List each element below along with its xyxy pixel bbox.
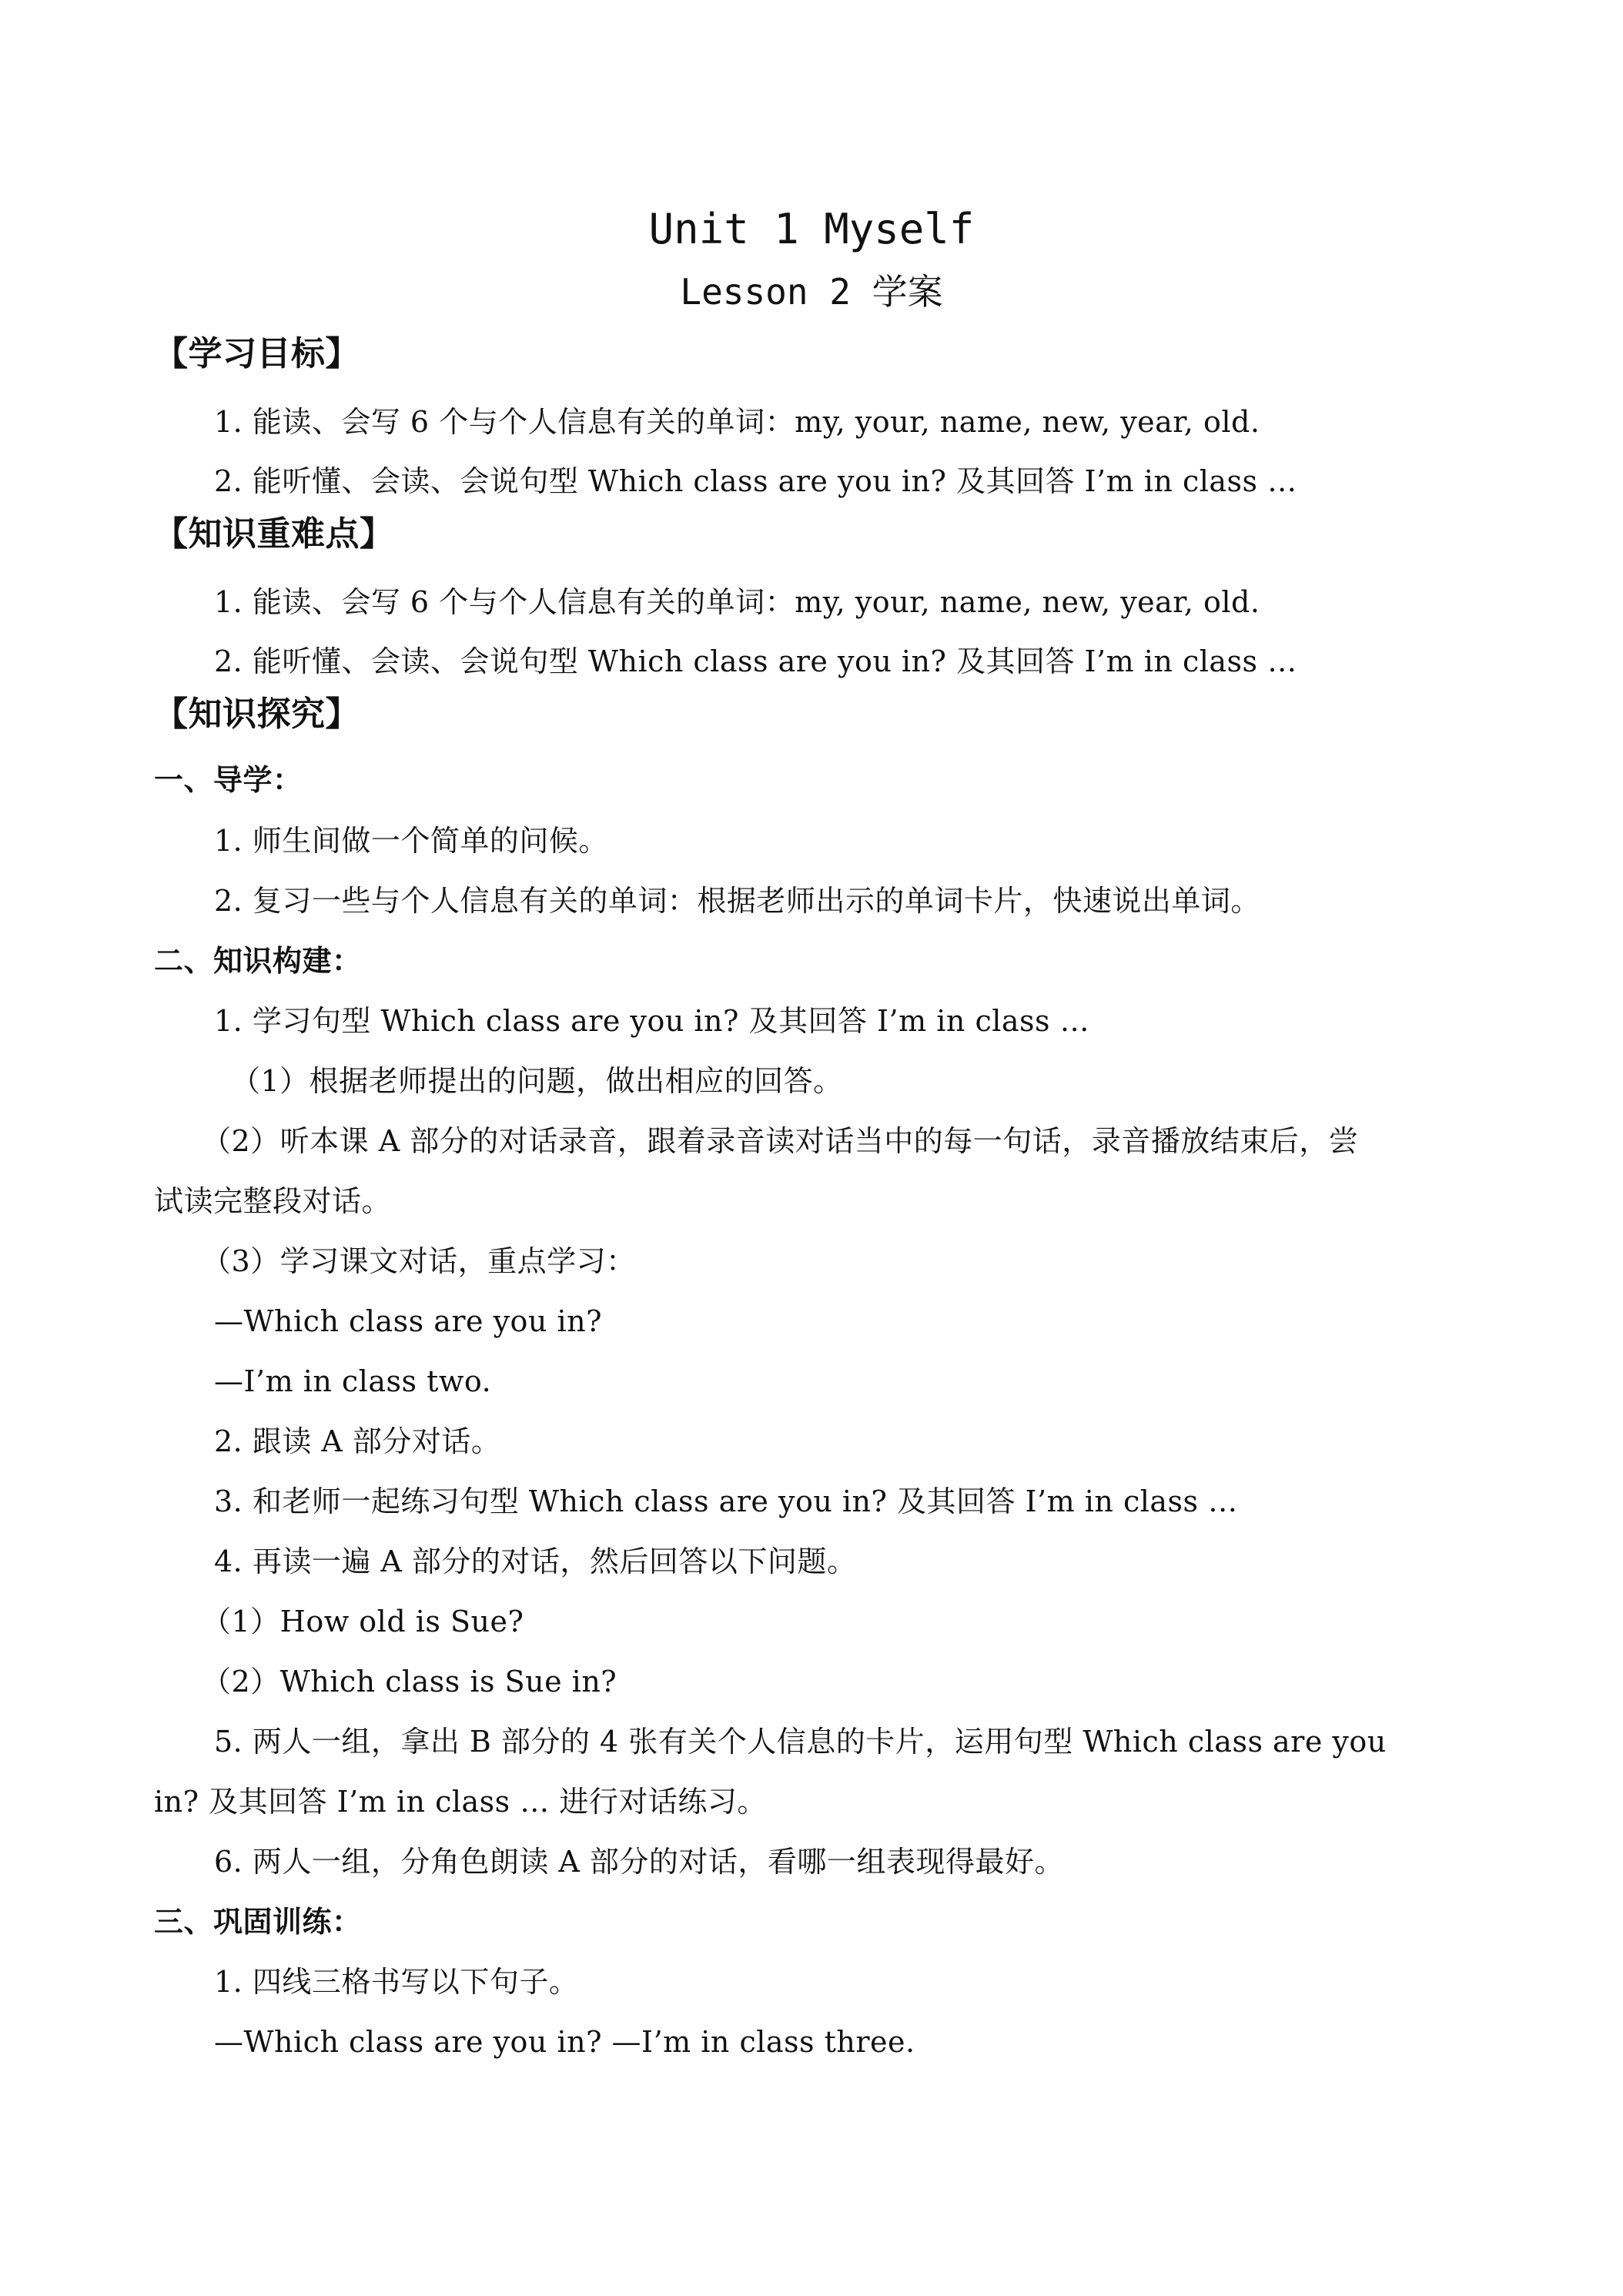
section-heading-explore: 【知识探究】 [154,694,360,734]
part2-sub-2-line-1: （2）听本课 A 部分的对话录音，跟着录音读对话当中的每一句话，录音播放结束后，尝 [202,1124,1359,1158]
part2-item-4: 4. 再读一遍 A 部分的对话，然后回答以下问题。 [214,1545,857,1578]
section-heading-key-points: 【知识重难点】 [154,514,394,554]
part1-item-2: 2. 复习一些与个人信息有关的单词：根据老师出示的单词卡片，快速说出单词。 [214,884,1260,918]
part3-item-1: 1. 四线三格书写以下句子。 [214,1965,579,1999]
part2-item-1: 1. 学习句型 Which class are you in? 及其回答 I’m in class … [214,1004,1090,1038]
part2-sub-3: （3）学习课文对话，重点学习： [202,1244,636,1278]
part2-heading: 二、知识构建： [154,944,362,978]
part2-item-5-line-1: 5. 两人一组，拿出 B 部分的 4 张有关个人信息的卡片，运用句型 Which class are you [214,1725,1387,1759]
part2-item-3: 3. 和老师一起练习句型 Which class are you in? 及其回答 I’m in class … [214,1484,1238,1518]
key-item-1: 1. 能读、会写 6 个与个人信息有关的单词：my, your, name, new, year, old. [214,585,1260,619]
part2-sub-2-line-2: 试读完整段对话。 [154,1184,392,1218]
part3-heading: 三、巩固训练： [154,1905,362,1939]
key-item-2: 2. 能听懂、会读、会说句型 Which class are you in? 及其回答 I’m in class … [214,644,1297,678]
practice-sentence: —Which class are you in? —I’m in class three. [214,2025,915,2059]
question-2: （2）Which class is Sue in? [202,1665,617,1699]
question-1: （1）How old is Sue? [202,1605,524,1638]
dialog-line-2: —I’m in class two. [214,1364,492,1398]
part2-item-5-line-2: in? 及其回答 I’m in class … 进行对话练习。 [154,1785,767,1819]
dialog-line-1: —Which class are you in? [214,1304,602,1338]
part2-item-6: 6. 两人一组，分角色朗读 A 部分的对话，看哪一组表现得最好。 [214,1845,1064,1879]
section-heading-goals: 【学习目标】 [154,334,360,373]
part1-item-1: 1. 师生间做一个简单的问候。 [214,824,608,858]
document-subtitle: Lesson 2 学案 [680,271,943,313]
document-title: Unit 1 Myself [648,205,975,253]
part1-heading: 一、导学： [154,763,303,797]
part2-item-2: 2. 跟读 A 部分对话。 [214,1424,501,1458]
goals-item-2: 2. 能听懂、会读、会说句型 Which class are you in? 及其回答 I’m in class … [214,464,1297,498]
part2-sub-1: （1）根据老师提出的问题，做出相应的回答。 [231,1064,843,1098]
goals-item-1: 1. 能读、会写 6 个与个人信息有关的单词：my, your, name, new, year, old. [214,405,1260,439]
